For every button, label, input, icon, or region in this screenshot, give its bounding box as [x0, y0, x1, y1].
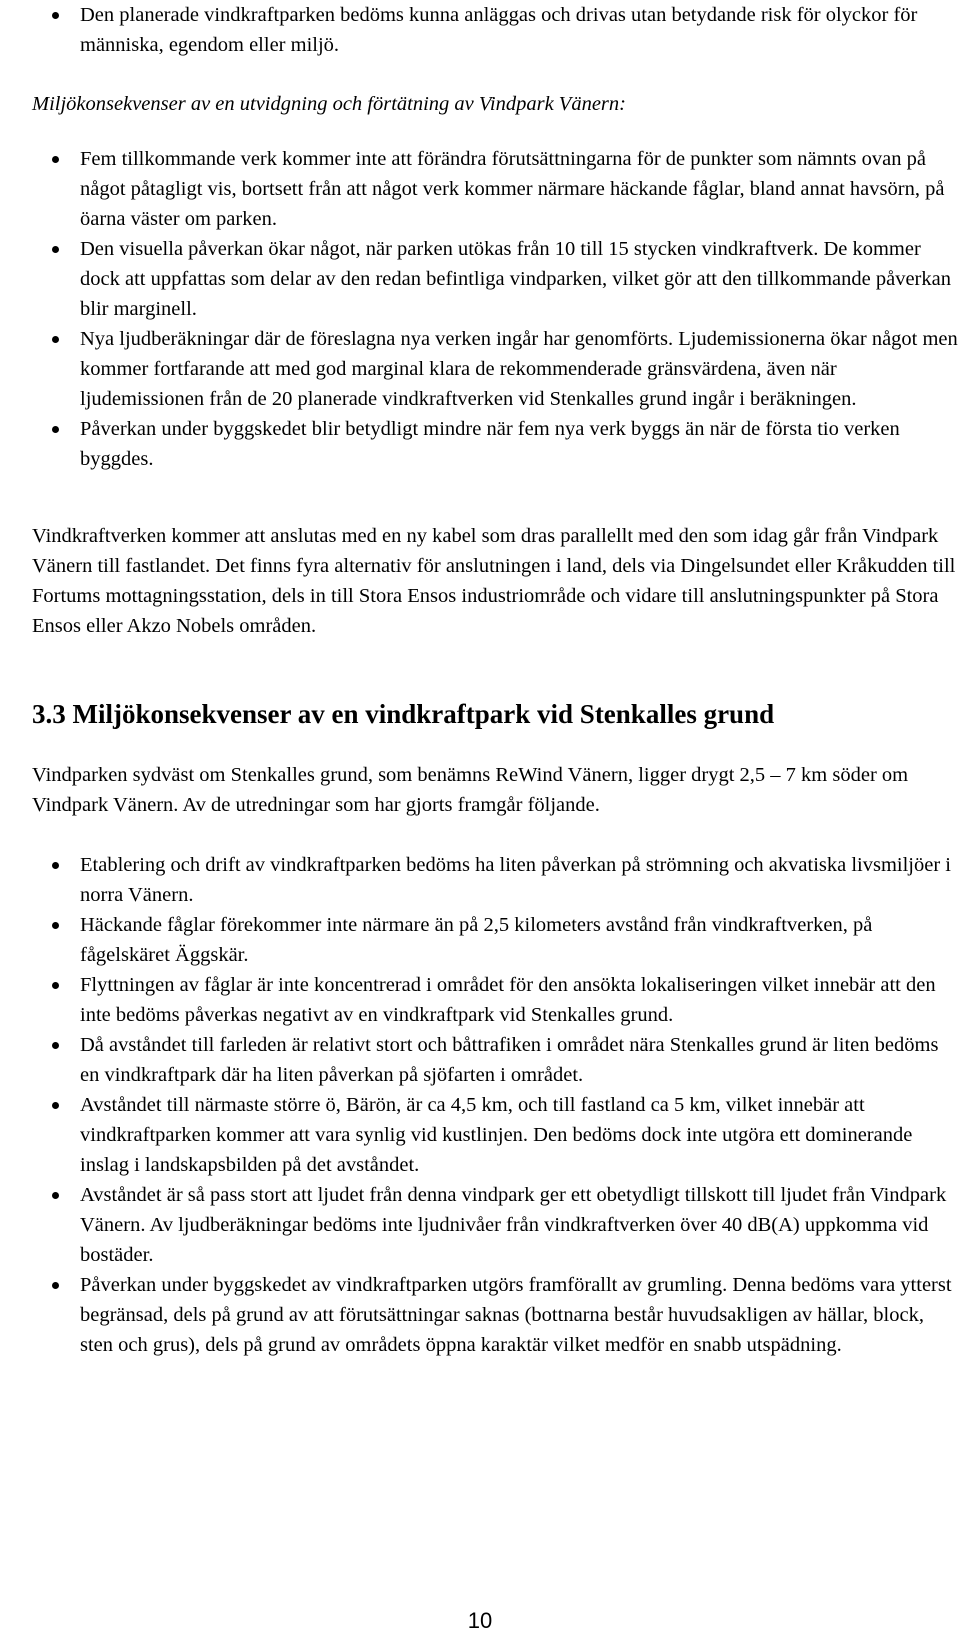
page-number: 10	[467, 1608, 493, 1633]
list-item: Nya ljudberäkningar där de föreslagna nya verken ingår har genomförts. Ljudemissionerna ökar något men kommer fortfarande att med god marginal klara de rekommenderade gränsvärdena, även när ljudemissionen från de 20 planerade vindkraftverken vid Stenkalles grund ingår i beräkningen.	[80, 324, 960, 414]
list-item: Den visuella påverkan ökar något, när parken utökas från 10 till 15 stycken vindkraftverk. De kommer dock att uppfattas som delar av den redan befintliga vindparken, vilket gör att den tillkommande påverkan blir marginell.	[80, 234, 960, 324]
list-item: Flyttningen av fåglar är inte koncentrerad i området för den ansökta lokaliseringen vilket innebär att den inte bedöms påverkas negativt av en vindkraftpark vid Stenkalles grund.	[80, 970, 960, 1030]
list-item: Avståndet är så pass stort att ljudet från denna vindpark ger ett obetydligt tillskott till ljudet från Vindpark Vänern. Av ljudberäkningar bedöms inte ljudnivåer från vindkraftverken över 40 dB(A) uppkomma vid bostäder.	[80, 1180, 960, 1270]
intro-bullet-list	[80, 0, 960, 60]
section-heading: 3.3 Miljökonsekvenser av en vindkraftpark vid Stenkalles grund	[32, 699, 775, 729]
cable-paragraph: Vindkraftverken kommer att anslutas med en ny kabel som dras parallellt med den som idag går från Vindpark Vänern till fastlandet. Det finns fyra alternativ för anslutningen i land, dels via Dingelsundet eller Kråkudden till Fortums mottagningsstation, dels in till Stora Ensos industriområde och vidare till anslutningspunkter på Stora Ensos eller Akzo Nobels områden.	[32, 525, 956, 637]
list-item: Påverkan under byggskedet blir betydligt mindre när fem nya verk byggs än när de första tio verken byggdes.	[80, 414, 960, 474]
list-item: Påverkan under byggskedet av vindkraftparken utgörs framförallt av grumling. Denna bedöms vara ytterst begränsad, dels på grund av att förutsättningar saknas (bottnarna består huvudsakligen av hällar, block, sten och grus), dels på grund av områdets öppna karaktär vilket medför en snabb utspädning.	[80, 1270, 960, 1360]
list-item: Fem tillkommande verk kommer inte att förändra förutsättningarna för de punkter som nämnts ovan på något påtagligt vis, bortsett från att något verk kommer närmare häckande fåglar, bland annat havsörn, på öarna väster om parken.	[80, 144, 960, 234]
section-bullet-list	[80, 850, 960, 1360]
list-item: Häckande fåglar förekommer inte närmare än på 2,5 kilometers avstånd från vindkraftverken, på fågelskäret Äggskär.	[80, 910, 960, 970]
section-intro-paragraph: Vindparken sydväst om Stenkalles grund, som benämns ReWind Vänern, ligger drygt 2,5 – 7 km söder om Vindpark Vänern. Av de utredningar som har gjorts framgår följande.	[32, 764, 909, 816]
expansion-bullet-list	[80, 144, 960, 474]
list-item: Den planerade vindkraftparken bedöms kunna anläggas och drivas utan betydande risk för olyckor för människa, egendom eller miljö.	[80, 0, 960, 60]
expansion-subheading: Miljökonsekvenser av en utvidgning och förtätning av Vindpark Vänern:	[32, 93, 626, 115]
list-item: Då avståndet till farleden är relativt stort och båttrafiken i området nära Stenkalles grund är liten bedöms en vindkraftpark där ha liten påverkan på sjöfarten i området.	[80, 1030, 960, 1090]
list-item: Etablering och drift av vindkraftparken bedöms ha liten påverkan på strömning och akvatiska livsmiljöer i norra Vänern.	[80, 850, 960, 910]
list-item: Avståndet till närmaste större ö, Bärön, är ca 4,5 km, och till fastland ca 5 km, vilket innebär att vindkraftparken kommer att vara synlig vid kustlinjen. Den bedöms dock inte utgöra ett dominerande inslag i landskapsbilden på det avståndet.	[80, 1090, 960, 1180]
